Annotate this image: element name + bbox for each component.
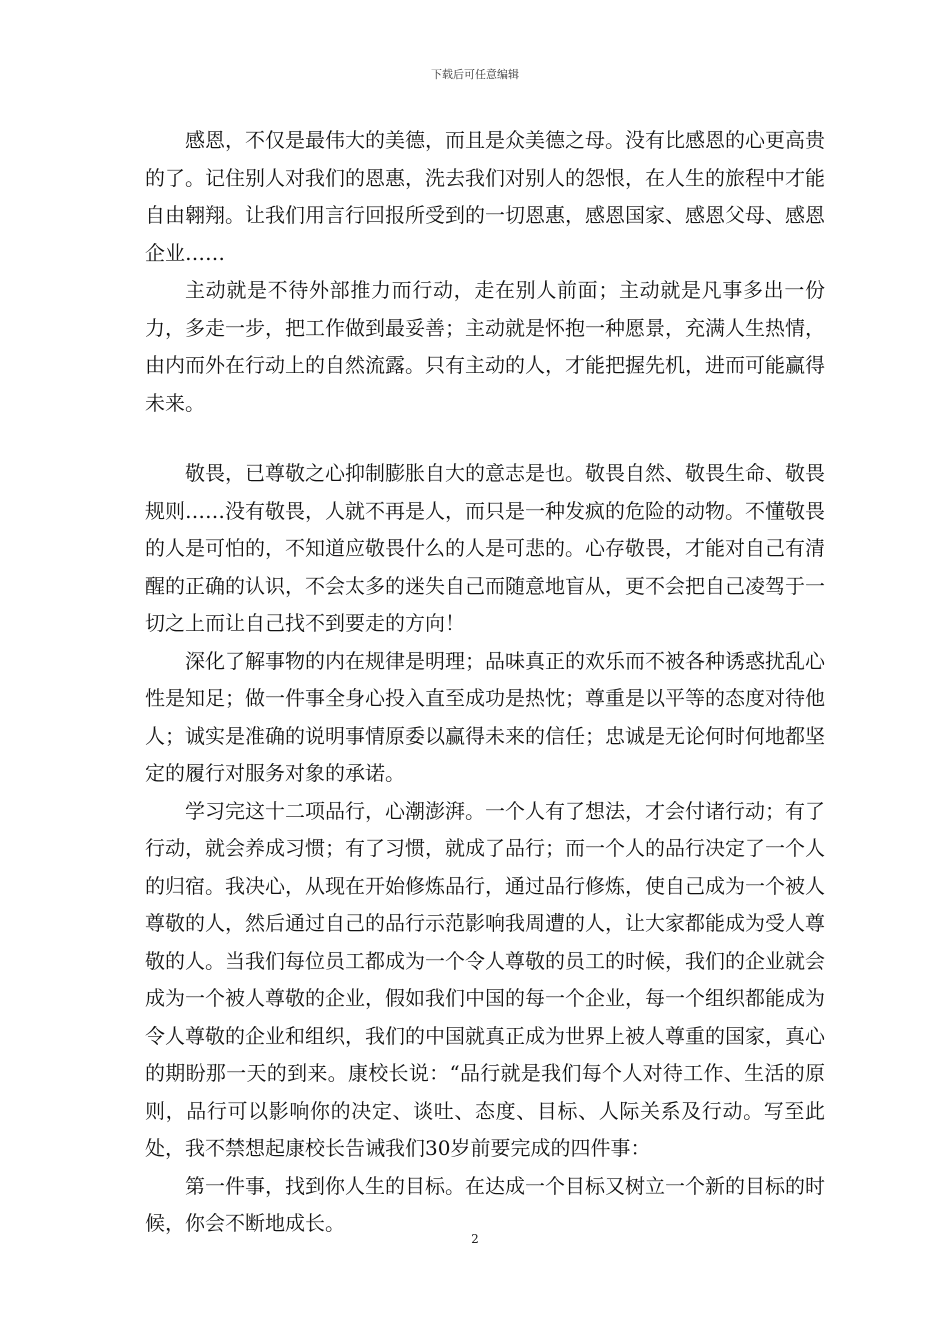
page-number: 2 bbox=[471, 1232, 479, 1246]
paragraph-spacer bbox=[145, 422, 825, 455]
page-header: 下载后可任意编辑 bbox=[431, 68, 519, 81]
paragraph-virtues: 深化了解事物的内在规律是明理；品味真正的欢乐而不被各种诱惑扰乱心性是知足；做一件事全身心投入直至成功是热忱；尊重是以平等的态度对待他人；诚实是准确的说明事情原委以赢得未来的信任；忠诚是无论何时何地都坚定的履行对服务对象的承诺。 bbox=[145, 648, 825, 785]
paragraph-gratitude: 感恩，不仅是最伟大的美德，而且是众美德之母。没有比感恩的心更高贵的了。记住别人对我们的恩惠，洗去我们对别人的怨恨，在人生的旅程中才能自由翱翔。让我们用言行回报所受到的一切恩惠，感恩国家、感恩父母、感恩企业…… bbox=[145, 128, 825, 265]
paragraph-first-task: 第一件事，找到你人生的目标。在达成一个目标又树立一个新的目标的时候，你会不断地成长。 bbox=[145, 1173, 825, 1235]
document-body bbox=[145, 122, 825, 1243]
paragraph-reverence: 敬畏，已尊敬之心抑制膨胀自大的意志是也。敬畏自然、敬畏生命、敬畏规则……没有敬畏，人就不再是人，而只是一种发疯的危险的动物。不懂敬畏的人是可怕的，不知道应敬畏什么的人是可悲的。心存敬畏，才能对自己有清醒的正确的认识，不会太多的迷失自己而随意地盲从，更不会把自己凌驾于一切之上而让自己找不到要走的方向！ bbox=[145, 461, 825, 635]
paragraph-initiative: 主动就是不待外部推力而行动，走在别人前面；主动就是凡事多出一份力，多走一步，把工作做到最妥善；主动就是怀抱一种愿景，充满人生热情，由内而外在行动上的自然流露。只有主动的人，才能把握先机，进而可能赢得未来。 bbox=[145, 278, 825, 415]
paragraph-reflection: 学习完这十二项品行，心潮澎湃。一个人有了想法，才会付诸行动；有了行动，就会养成习惯；有了习惯，就成了品行；而一个人的品行决定了一个人的归宿。我决心，从现在开始修炼品行，通过品行修炼，使自己成为一个被人尊敬的人，然后通过自己的品行示范影响我周遭的人，让大家都能成为受人尊敬的人。当我们每位员工都成为一个令人尊敬的员工的时候，我们的企业就会成为一个被人尊敬的企业，假如我们中国的每一个企业，每一个组织都能成为令人尊敬的企业和组织，我们的中国就真正成为世界上被人尊重的国家，真心的期盼那一天的到来。康校长说：“品行就是我们每个人对待工作、生活的原则，品行可以影响你的决定、谈吐、态度、目标、人际关系及行动。写至此处，我不禁想起康校长告诫我们30岁前要完成的四件事： bbox=[145, 798, 825, 1160]
